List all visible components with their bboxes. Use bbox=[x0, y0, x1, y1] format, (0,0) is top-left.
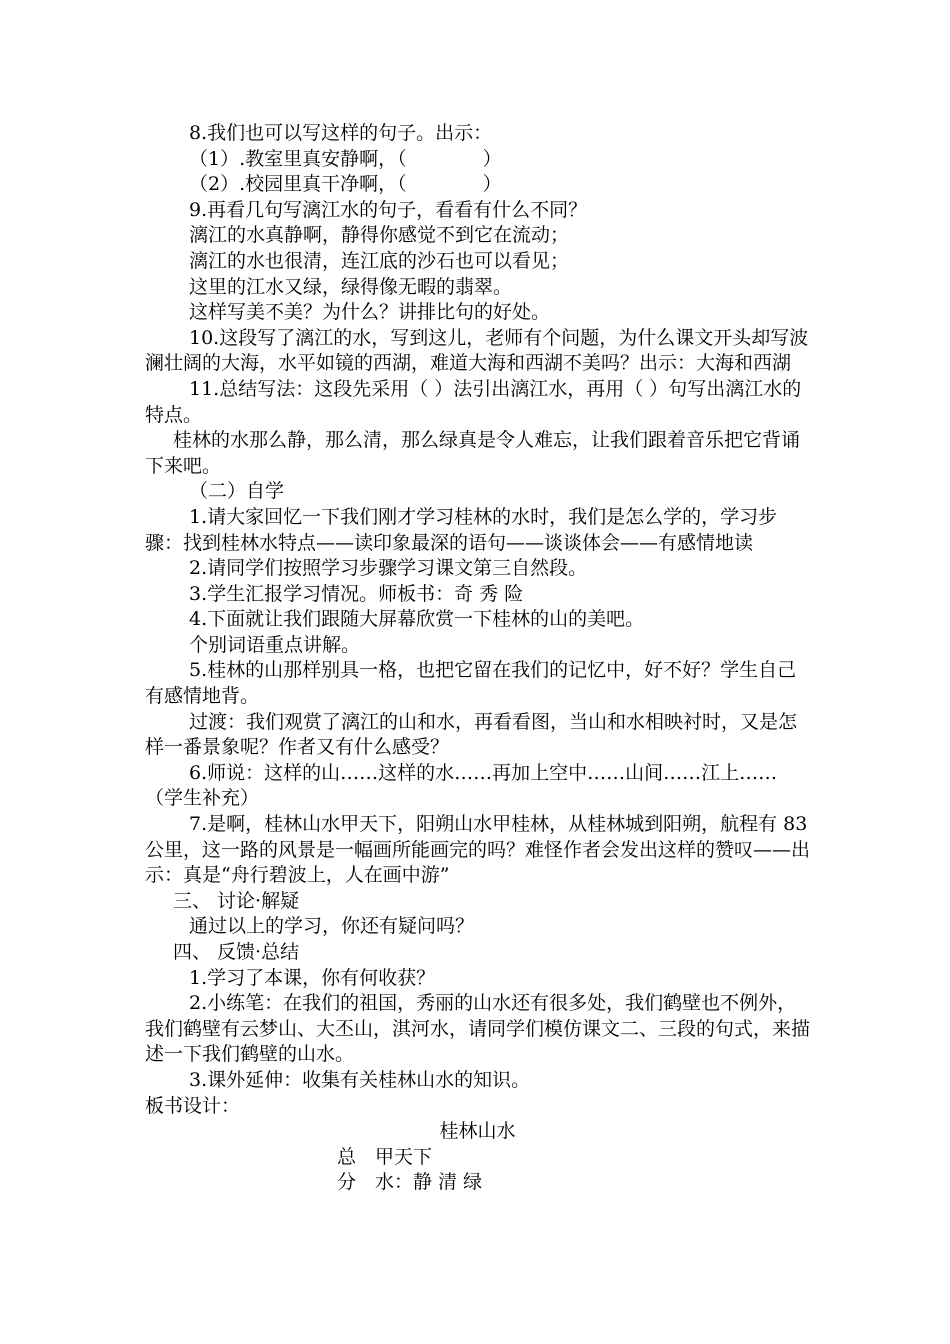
paragraph: 漓江的水也很清，连江底的沙石也可以看见； bbox=[189, 249, 570, 272]
document-body bbox=[145, 121, 814, 1196]
paragraph: 个别词语重点讲解。 bbox=[189, 633, 361, 656]
board-line-water: 分 水：静 清 绿 bbox=[337, 1171, 483, 1194]
paragraph: 桂林的水那么静，那么清，那么绿真是令人难忘，让我们跟着音乐把它背诵下来吧。 bbox=[145, 429, 801, 477]
section-heading: 四、 反馈·总结 bbox=[173, 941, 300, 963]
paragraph: 3.课外延伸：收集有关桂林山水的知识。 bbox=[189, 1068, 531, 1091]
board-line-total: 总 甲天下 bbox=[337, 1145, 433, 1168]
paragraph: （2）.校园里真干净啊，（ ） bbox=[189, 173, 502, 196]
paragraph: 2.请同学们按照学习步骤学习课文第三自然段。 bbox=[189, 557, 588, 580]
board-design-label: 板书设计： bbox=[145, 1094, 241, 1117]
paragraph: 2.小练笔：在我们的祖国，秀丽的山水还有很多处，我们鹤壁也不例外，我们鹤壁有云梦山、大丕山，淇河水，请同学们模仿课文二、三段的句式，来描述一下我们鹤壁的山水。 bbox=[145, 992, 811, 1066]
paragraph: 这里的江水又绿，绿得像无暇的翡翠。 bbox=[189, 275, 513, 298]
paragraph: 通过以上的学习，你还有疑问吗？ bbox=[189, 915, 475, 938]
paragraph: 8.我们也可以写这样的句子。出示： bbox=[189, 122, 493, 144]
paragraph: 3.学生汇报学习情况。师板书：奇 秀 险 bbox=[189, 582, 524, 605]
section-heading: （二）自学 bbox=[189, 480, 285, 503]
paragraph: 7.是啊，桂林山水甲天下，阳朔山水甲桂林，从桂林城到阳朔，航程有 83 公里，这一路的风景是一幅画所能画完的吗？难怪作者会发出这样的赞叹——出示：真是“舟行碧波上，人在画中游” bbox=[145, 813, 814, 887]
paragraph: 1.学习了本课，你有何收获？ bbox=[189, 966, 436, 989]
paragraph: （1）.教室里真安静啊，（ ） bbox=[189, 147, 502, 170]
paragraph: 10.这段写了漓江的水，写到这儿，老师有个问题，为什么课文开头却写波澜壮阔的大海，水平如镜的西湖，难道大海和西湖不美吗？出示：大海和西湖 bbox=[145, 326, 809, 375]
paragraph: 11.总结写法：这段先采用（ ）法引出漓江水，再用（ ）句写出漓江水的特点。 bbox=[145, 377, 802, 426]
paragraph: 5.桂林的山那样别具一格，也把它留在我们的记忆中，好不好？学生自己有感情地背。 bbox=[145, 659, 797, 708]
paragraph: 漓江的水真静啊，静得你感觉不到它在流动； bbox=[189, 224, 570, 247]
paragraph: 6.师说：这样的山……这样的水……再加上空中……山间……江上……（学生补充） bbox=[145, 761, 778, 810]
paragraph: 9.再看几句写漓江水的句子，看看有什么不同？ bbox=[189, 198, 588, 221]
board-title: 桂林山水 bbox=[439, 1120, 516, 1143]
paragraph: 1.请大家回忆一下我们刚才学习桂林的水时，我们是怎么学的，学习步骤：找到桂林水特点——读印象最深的语句——谈谈体会——有感情地读 bbox=[145, 505, 778, 554]
section-heading: 三、 讨论·解疑 bbox=[173, 889, 300, 912]
paragraph: 4.下面就让我们跟随大屏幕欣赏一下桂林的山的美吧。 bbox=[189, 608, 645, 631]
paragraph: 过渡：我们观赏了漓江的山和水，再看看图，当山和水相映衬时，又是怎样一番景象呢？作者又有什么感受？ bbox=[145, 710, 798, 759]
paragraph: 这样写美不美？为什么？讲排比句的好处。 bbox=[189, 301, 551, 324]
